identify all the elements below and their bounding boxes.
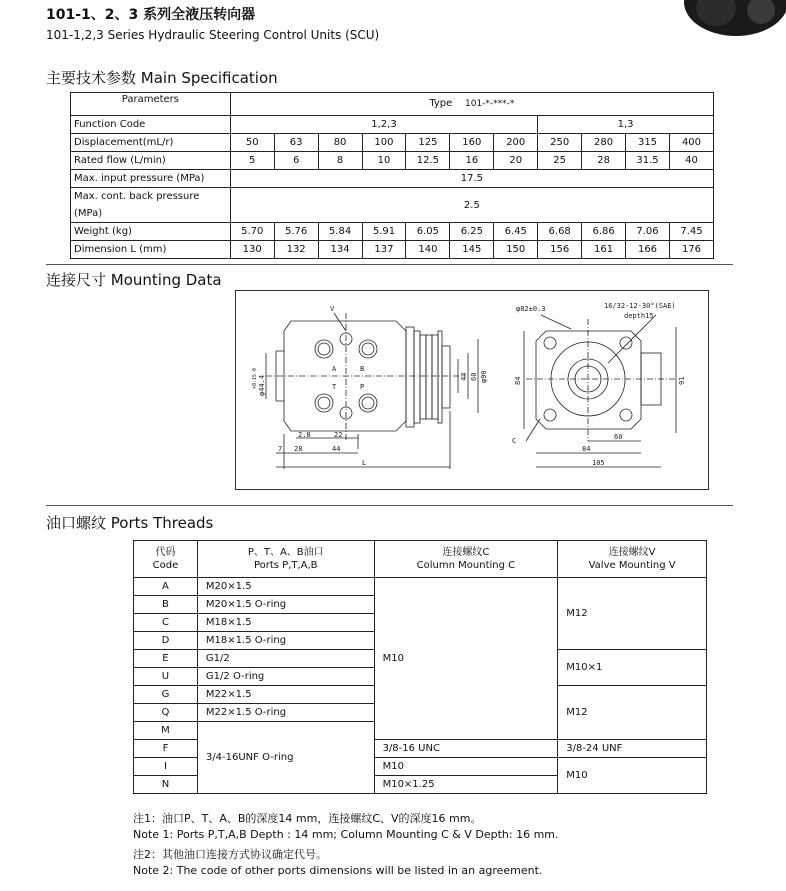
divider xyxy=(46,264,733,265)
table-row: N M10×1.25 xyxy=(134,776,707,794)
spec-table xyxy=(70,92,714,259)
note-2-cn: 注2：其他油口连接方式协议确定代号。 xyxy=(133,848,327,861)
table-row: Max. cont. back pressure (MPa) 2.5 xyxy=(71,188,714,223)
svg-text:C: C xyxy=(512,437,517,445)
svg-text:44: 44 xyxy=(332,445,341,453)
svg-text:φ90: φ90 xyxy=(480,370,488,383)
mounting-drawing-svg xyxy=(236,291,708,489)
svg-text:B: B xyxy=(360,365,365,373)
c-m10-cell: M10 xyxy=(374,578,558,740)
svg-text:84: 84 xyxy=(582,445,591,453)
note-2-en: Note 2: The code of other ports dimensions will be listed in an agreement. xyxy=(133,864,543,877)
svg-text:91: 91 xyxy=(678,376,686,385)
mounting-heading: 连接尺寸 Mounting Data xyxy=(46,271,222,289)
table-row: I M10 M10 xyxy=(134,758,707,776)
col-code-header: 代码 Code xyxy=(134,541,198,578)
label-v: V xyxy=(330,305,335,313)
note-1-en: Note 1: Ports P,T,A,B Depth : 14 mm; Column Mounting C & V Depth: 16 mm. xyxy=(133,828,559,841)
page-title-en: 101-1,2,3 Series Hydraulic Steering Control Units (SCU) xyxy=(46,28,380,42)
type-header: Type 101-*-***-* xyxy=(230,93,713,116)
svg-text:φ44.4: φ44.4 xyxy=(258,374,266,396)
table-row: C M18×1.5 xyxy=(134,614,707,632)
parameters-header: Parameters xyxy=(71,93,231,116)
col-c-header: 连接螺纹C Column Mounting C xyxy=(374,541,558,578)
svg-text:depth15: depth15 xyxy=(624,312,654,320)
svg-text:16/32-12-30°(SAE): 16/32-12-30°(SAE) xyxy=(604,302,676,310)
svg-text:2.8: 2.8 xyxy=(298,431,311,439)
mounting-drawing xyxy=(235,290,709,490)
unf-ports-cell: 3/4-16UNF O-ring xyxy=(197,722,374,794)
svg-text:P: P xyxy=(360,383,365,391)
svg-text:+0.15 0: +0.15 0 xyxy=(252,367,258,389)
col-v-header: 连接螺纹V Valve Mounting V xyxy=(558,541,707,578)
function-code-label: Function Code xyxy=(71,116,231,134)
svg-text:7: 7 xyxy=(278,445,283,453)
table-row: Displacement(mL/r) 50 63 80 100 125 160 200 250 280 315 400 xyxy=(71,134,714,152)
svg-text:22: 22 xyxy=(334,431,343,439)
svg-text:28: 28 xyxy=(294,445,303,453)
ports-table xyxy=(133,540,707,794)
table-row: F 3/8-16 UNC 3/8-24 UNF xyxy=(134,740,707,758)
ports-heading: 油口螺纹 Ports Threads xyxy=(46,514,214,532)
col-ports-header: P、T、A、B油口 Ports P,T,A,B xyxy=(197,541,374,578)
spec-heading: 主要技术参数 Main Specification xyxy=(46,69,278,87)
svg-text:T: T xyxy=(332,383,337,391)
table-row: E G1/2 M10×1 xyxy=(134,650,707,668)
divider xyxy=(46,505,733,506)
table-row: M 3/4-16UNF O-ring xyxy=(134,722,707,740)
function-group-a: 1,2,3 xyxy=(230,116,537,134)
svg-text:60: 60 xyxy=(470,372,478,381)
svg-text:44: 44 xyxy=(460,372,468,381)
table-row: Rated flow (L/min) 5 6 8 10 12.5 16 20 25 28 31.5 40 xyxy=(71,152,714,170)
table-row: Max. input pressure (MPa) 17.5 xyxy=(71,170,714,188)
table-row: B M20×1.5 O-ring xyxy=(134,596,707,614)
svg-text:L: L xyxy=(362,459,367,467)
page-title-cn: 101-1、2、3 系列全液压转向器 xyxy=(46,7,256,23)
table-row: Dimension L (mm) 130 132 134 137 140 145 150 156 161 166 176 xyxy=(71,241,714,259)
table-row: Q M22×1.5 O-ring xyxy=(134,704,707,722)
svg-text:φ82±0.3: φ82±0.3 xyxy=(516,305,546,313)
note-1-cn: 注1：油口P、T、A、B的深度14 mm，连接螺纹C、V的深度16 mm。 xyxy=(133,812,482,825)
table-row: A M20×1.5 M10 M12 xyxy=(134,578,707,596)
svg-text:A: A xyxy=(332,365,337,373)
table-row: D M18×1.5 O-ring xyxy=(134,632,707,650)
table-row: U G1/2 O-ring xyxy=(134,668,707,686)
svg-text:105: 105 xyxy=(592,459,605,467)
table-row: G M22×1.5 M12 xyxy=(134,686,707,704)
function-group-b: 1,3 xyxy=(538,116,714,134)
product-photo xyxy=(676,0,786,40)
table-row: Weight (kg) 5.70 5.76 5.84 5.91 6.05 6.25 6.45 6.68 6.86 7.06 7.45 xyxy=(71,223,714,241)
svg-text:84: 84 xyxy=(514,376,522,385)
svg-text:60: 60 xyxy=(614,433,623,441)
